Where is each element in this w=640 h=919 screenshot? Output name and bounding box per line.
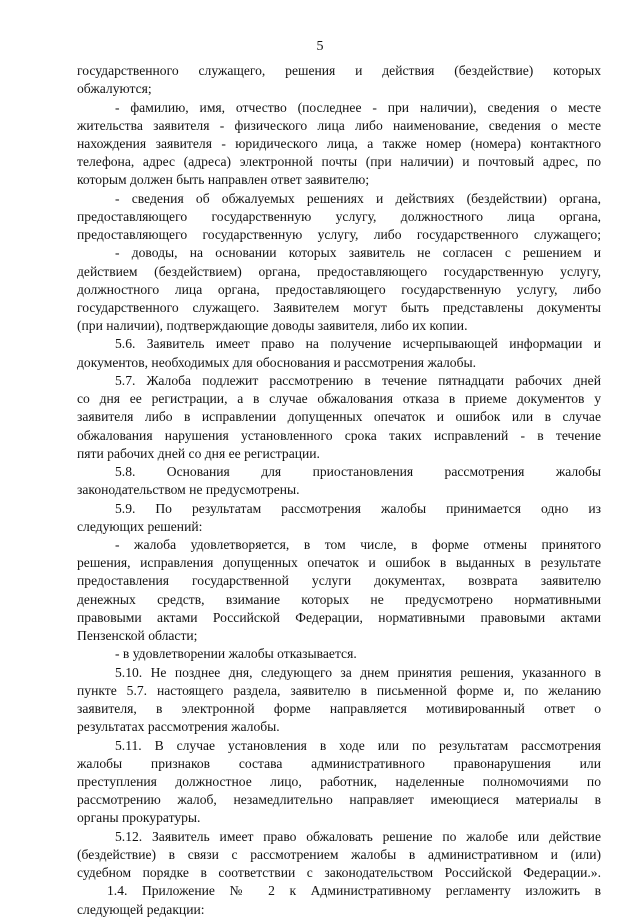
text-line-content: обжалования нарушения установленного срока таких исправлений - в течение — [77, 427, 601, 443]
text-line — [0, 791, 640, 809]
text-line — [0, 536, 640, 554]
text-line — [0, 135, 640, 153]
text-line-content: предоставления государственной услуги документах, возврата заявителю — [77, 573, 601, 589]
text-line — [0, 281, 640, 299]
text-line — [0, 372, 640, 390]
text-line — [0, 427, 640, 445]
text-line-content: преступления должностное лицо, работник, наделенные полномочиями по — [77, 774, 601, 789]
text-line — [0, 901, 640, 919]
text-line — [0, 737, 640, 755]
text-line — [0, 226, 640, 244]
text-line-content: - в удовлетворении жалобы отказывается. — [115, 646, 357, 662]
text-line — [0, 62, 640, 80]
text-line-content: жалобы признаков состава административного правонарушения или — [77, 755, 601, 771]
text-line-content: следующих решений: — [77, 518, 203, 534]
text-line-content: нахождения заявителя - юридического лица, а также номер (номера) контактного — [77, 135, 601, 151]
text-line-content: которым должен быть направлен ответ заявителю; — [77, 172, 370, 188]
text-line-content: телефона, адрес (адреса) электронной почты (при наличии) и почтовый адрес, по — [77, 154, 601, 170]
text-line-content: заявителя, в электронной форме направляется мотивированный ответ о — [77, 701, 601, 717]
text-line-content: 5.11. В случае установления в ходе или по результатам рассмотрения — [115, 737, 601, 753]
page-number: 5 — [316, 39, 324, 54]
text-line — [0, 99, 640, 117]
text-line-content: результатах рассмотрения жалобы. — [77, 719, 280, 735]
text-line-content: 5.7. Жалоба подлежит рассмотрению в течение пятнадцати рабочих дней — [115, 372, 601, 388]
text-line — [0, 554, 640, 572]
text-line-content: - жалоба удовлетворяется, в том числе, в форме отмены принятого — [115, 537, 601, 552]
text-line-content: судебном порядке в соответствии с законодательством Российской Федерации.». — [77, 865, 601, 881]
text-line-content: 5.9. По результатам рассмотрения жалобы принимается одно из — [115, 500, 601, 516]
text-line — [0, 408, 640, 426]
text-line-content: государственного служащего. Заявителем могут быть представлены документы — [77, 300, 601, 315]
text-line — [0, 80, 640, 98]
text-line-content: рассмотрению жалоб, незамедлительно направляет имеющиеся материалы в — [77, 792, 601, 808]
text-line — [0, 518, 640, 536]
text-line — [0, 171, 640, 189]
text-line — [0, 463, 640, 481]
text-line — [0, 500, 640, 518]
text-line — [0, 244, 640, 262]
text-line — [0, 481, 640, 499]
text-line — [0, 627, 640, 645]
text-line-content: предоставляющего государственную услугу, должностного лица органа, — [77, 208, 601, 224]
text-line-content: 1.4. Приложение № 2 к Административному регламенту изложить в — [107, 883, 601, 899]
text-line — [0, 208, 640, 226]
text-line-content: (при наличии), подтверждающие доводы заявителя, либо их копии. — [77, 318, 468, 334]
text-line — [0, 263, 640, 281]
text-line — [0, 809, 640, 827]
text-line — [0, 591, 640, 609]
text-line — [0, 335, 640, 353]
text-line — [0, 828, 640, 846]
text-line — [0, 755, 640, 773]
text-line-content: - доводы, на основании которых заявитель не согласен с решением и — [115, 245, 601, 261]
text-line — [0, 390, 640, 408]
text-line-content: правовыми актами Российской Федерации, нормативными правовыми актами — [77, 609, 601, 625]
text-line-content: Пензенской области; — [77, 628, 198, 644]
text-line-content: предоставляющего государственную услугу, либо государственного служащего; — [77, 227, 601, 243]
text-line — [0, 299, 640, 317]
text-line-content: 5.10. Не позднее дня, следующего за днем принятия решения, указанного в — [115, 664, 601, 680]
text-line-content: законодательством не предусмотрены. — [77, 482, 300, 498]
text-line-content: заявителя либо в исправлении допущенных опечаток и ошибок или в случае — [77, 409, 601, 425]
text-line-content: со дня ее регистрации, а в случае обжалования отказа в приеме документов у — [77, 391, 601, 407]
text-line-content: должностного лица органа, предоставляющего государственную услугу, либо — [77, 281, 601, 297]
text-line-content: государственного служащего, решения и действия (бездействие) которых — [77, 63, 601, 78]
text-line-content: пункте 5.7. настоящего раздела, заявителю в письменной форме и, по желанию — [77, 682, 601, 698]
text-line-content: обжалуются; — [77, 81, 152, 97]
text-line-content: - сведения об обжалуемых решениях и действиях (бездействии) органа, — [115, 190, 601, 206]
text-line — [0, 445, 640, 463]
text-line — [0, 572, 640, 590]
text-line — [0, 718, 640, 736]
text-line-content: денежных средств, взимание которых не предусмотрено нормативными — [77, 591, 601, 607]
text-line — [0, 882, 640, 900]
text-line — [0, 190, 640, 208]
text-line-content: (бездействие) в связи с рассмотрением жалобы в административном и (или) — [77, 846, 601, 862]
text-line — [0, 664, 640, 682]
text-line-content: - фамилию, имя, отчество (последнее - при наличии), сведения о месте — [115, 99, 601, 115]
text-line-content: органы прокуратуры. — [77, 810, 201, 826]
text-line — [0, 682, 640, 700]
text-line — [0, 700, 640, 718]
text-line — [0, 317, 640, 335]
text-line-content: 5.6. Заявитель имеет право на получение исчерпывающей информации и — [115, 336, 601, 352]
text-line — [0, 645, 640, 663]
text-line-content: документов, необходимых для обоснования и рассмотрения жалобы. — [77, 354, 477, 370]
text-line-content: действием (бездействием) органа, предоставляющего государственную услугу, — [77, 263, 601, 279]
text-line-content: жительства заявителя - физического лица либо наименование, сведения о месте — [77, 117, 601, 133]
text-line-content: пяти рабочих дней со дня ее регистрации. — [77, 445, 320, 461]
text-line-content: 5.8. Основания для приостановления рассмотрения жалобы — [115, 464, 601, 480]
text-line-content: 5.12. Заявитель имеет право обжаловать решение по жалобе или действие — [115, 828, 601, 844]
text-line-content: следующей редакции: — [77, 901, 205, 917]
text-line — [0, 153, 640, 171]
text-line — [0, 846, 640, 864]
text-line — [0, 773, 640, 791]
text-line-content: решения, исправления допущенных опечаток и ошибок в выданных в результате — [77, 555, 601, 571]
text-line — [0, 117, 640, 135]
text-line — [0, 609, 640, 627]
text-line — [0, 354, 640, 372]
text-line — [0, 864, 640, 882]
